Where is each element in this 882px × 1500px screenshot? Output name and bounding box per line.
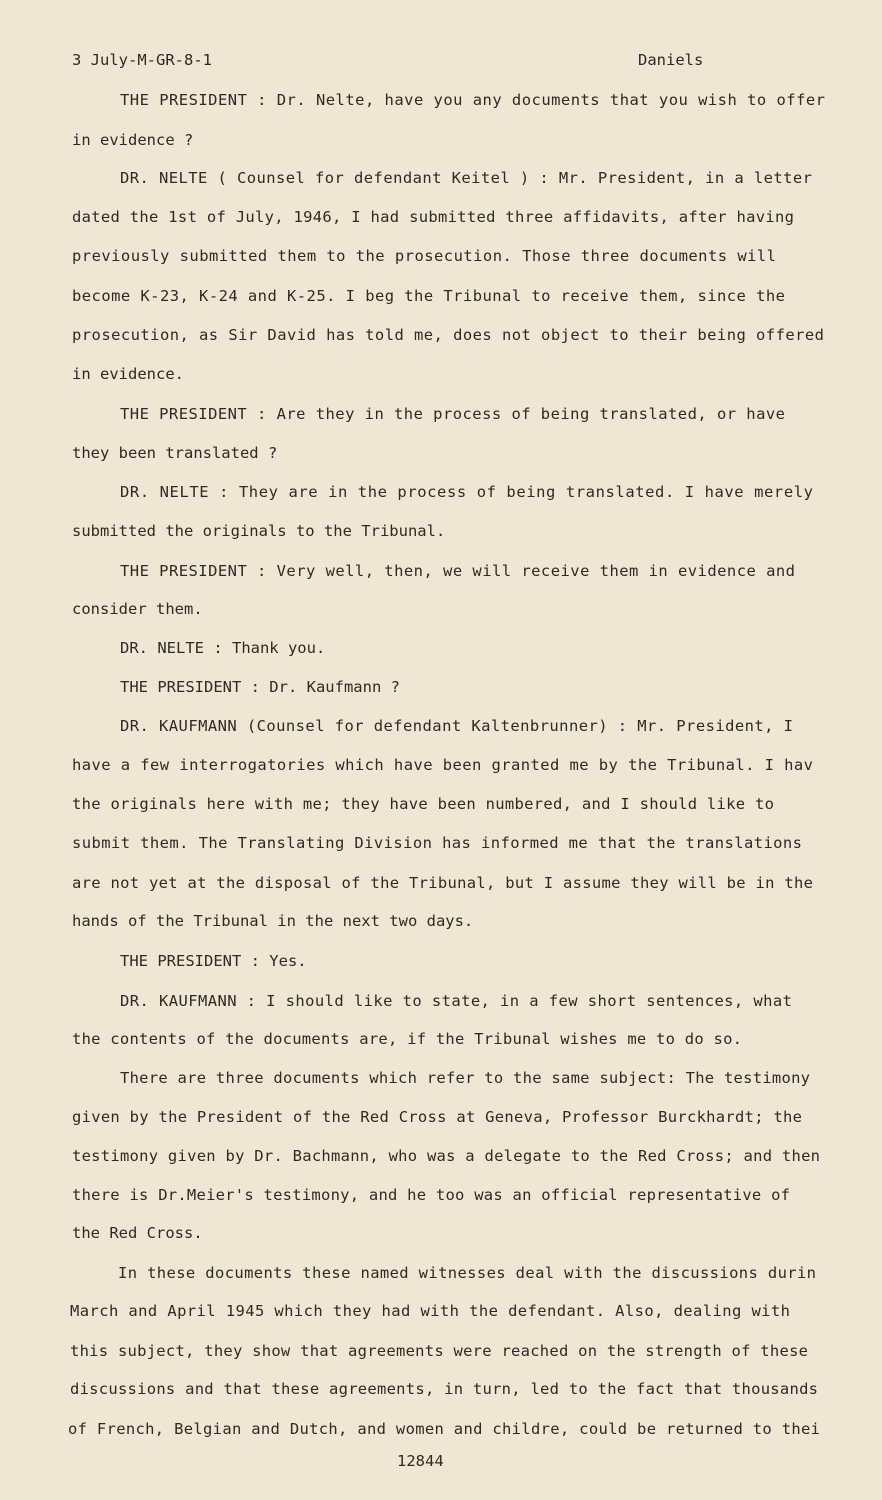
reporter-name: Daniels	[638, 51, 704, 69]
text-line: consider them.	[72, 600, 203, 618]
text-line: prosecution, as Sir David has told me, does not object to their being offered	[72, 326, 825, 344]
text-line: DR. NELTE : They are in the process of being translated. I have merely	[120, 483, 814, 501]
text-line: DR. KAUFMANN (Counsel for defendant Kaltenbrunner) : Mr. President, I	[120, 717, 794, 735]
text-line: the contents of the documents are, if the Tribunal wishes me to do so.	[72, 1030, 743, 1048]
text-line: given by the President of the Red Cross at Geneva, Professor Burckhardt; the	[72, 1108, 803, 1126]
text-line: In these documents these named witnesses deal with the discussions durin	[118, 1264, 817, 1282]
text-line: of French, Belgian and Dutch, and women and childre, could be returned to thei	[68, 1420, 821, 1438]
text-line: the Red Cross.	[72, 1224, 203, 1242]
text-line: DR. KAUFMANN : I should like to state, in a few short sentences, what	[120, 992, 793, 1010]
text-line: discussions and that these agreements, in turn, led to the fact that thousands	[70, 1380, 819, 1398]
text-line: THE PRESIDENT : Very well, then, we will receive them in evidence and	[120, 562, 796, 580]
text-line: submitted the originals to the Tribunal.	[72, 522, 446, 540]
text-line: THE PRESIDENT : Yes.	[120, 952, 307, 970]
text-line: are not yet at the disposal of the Tribunal, but I assume they will be in the	[72, 874, 814, 892]
text-line: There are three documents which refer to the same subject: The testimony	[120, 1069, 811, 1087]
text-line: DR. NELTE : Thank you.	[120, 639, 326, 657]
transcript-reference: 3 July-M-GR-8-1	[72, 51, 212, 69]
page-number: 12844	[397, 1452, 444, 1470]
text-line: dated the 1st of July, 1946, I had submitted three affidavits, after having	[72, 208, 795, 226]
text-line: the originals here with me; they have been numbered, and I should like to	[72, 795, 775, 813]
text-line: this subject, they show that agreements were reached on the strength of these	[70, 1342, 809, 1360]
text-line: in evidence.	[72, 365, 184, 383]
text-line: in evidence ?	[72, 131, 194, 149]
text-line: they been translated ?	[72, 444, 278, 462]
text-line: THE PRESIDENT : Dr. Nelte, have you any documents that you wish to offer	[120, 91, 826, 109]
text-line: have a few interrogatories which have been granted me by the Tribunal. I hav	[72, 756, 814, 774]
text-line: DR. NELTE ( Counsel for defendant Keitel ) : Mr. President, in a letter	[120, 169, 813, 187]
text-line: THE PRESIDENT : Dr. Kaufmann ?	[120, 678, 400, 696]
text-line: submit them. The Translating Division has informed me that the translations	[72, 834, 803, 852]
text-line: hands of the Tribunal in the next two days.	[72, 912, 474, 930]
text-line: testimony given by Dr. Bachmann, who was a delegate to the Red Cross; and then	[72, 1147, 821, 1165]
text-line: March and April 1945 which they had with the defendant. Also, dealing with	[70, 1302, 791, 1320]
text-line: THE PRESIDENT : Are they in the process of being translated, or have	[120, 405, 786, 423]
text-line: become K-23, K-24 and K-25. I beg the Tribunal to receive them, since the	[72, 287, 786, 305]
text-line: previously submitted them to the prosecution. Those three documents will	[72, 247, 777, 265]
text-line: there is Dr.Meier's testimony, and he too was an official representative of	[72, 1186, 791, 1204]
